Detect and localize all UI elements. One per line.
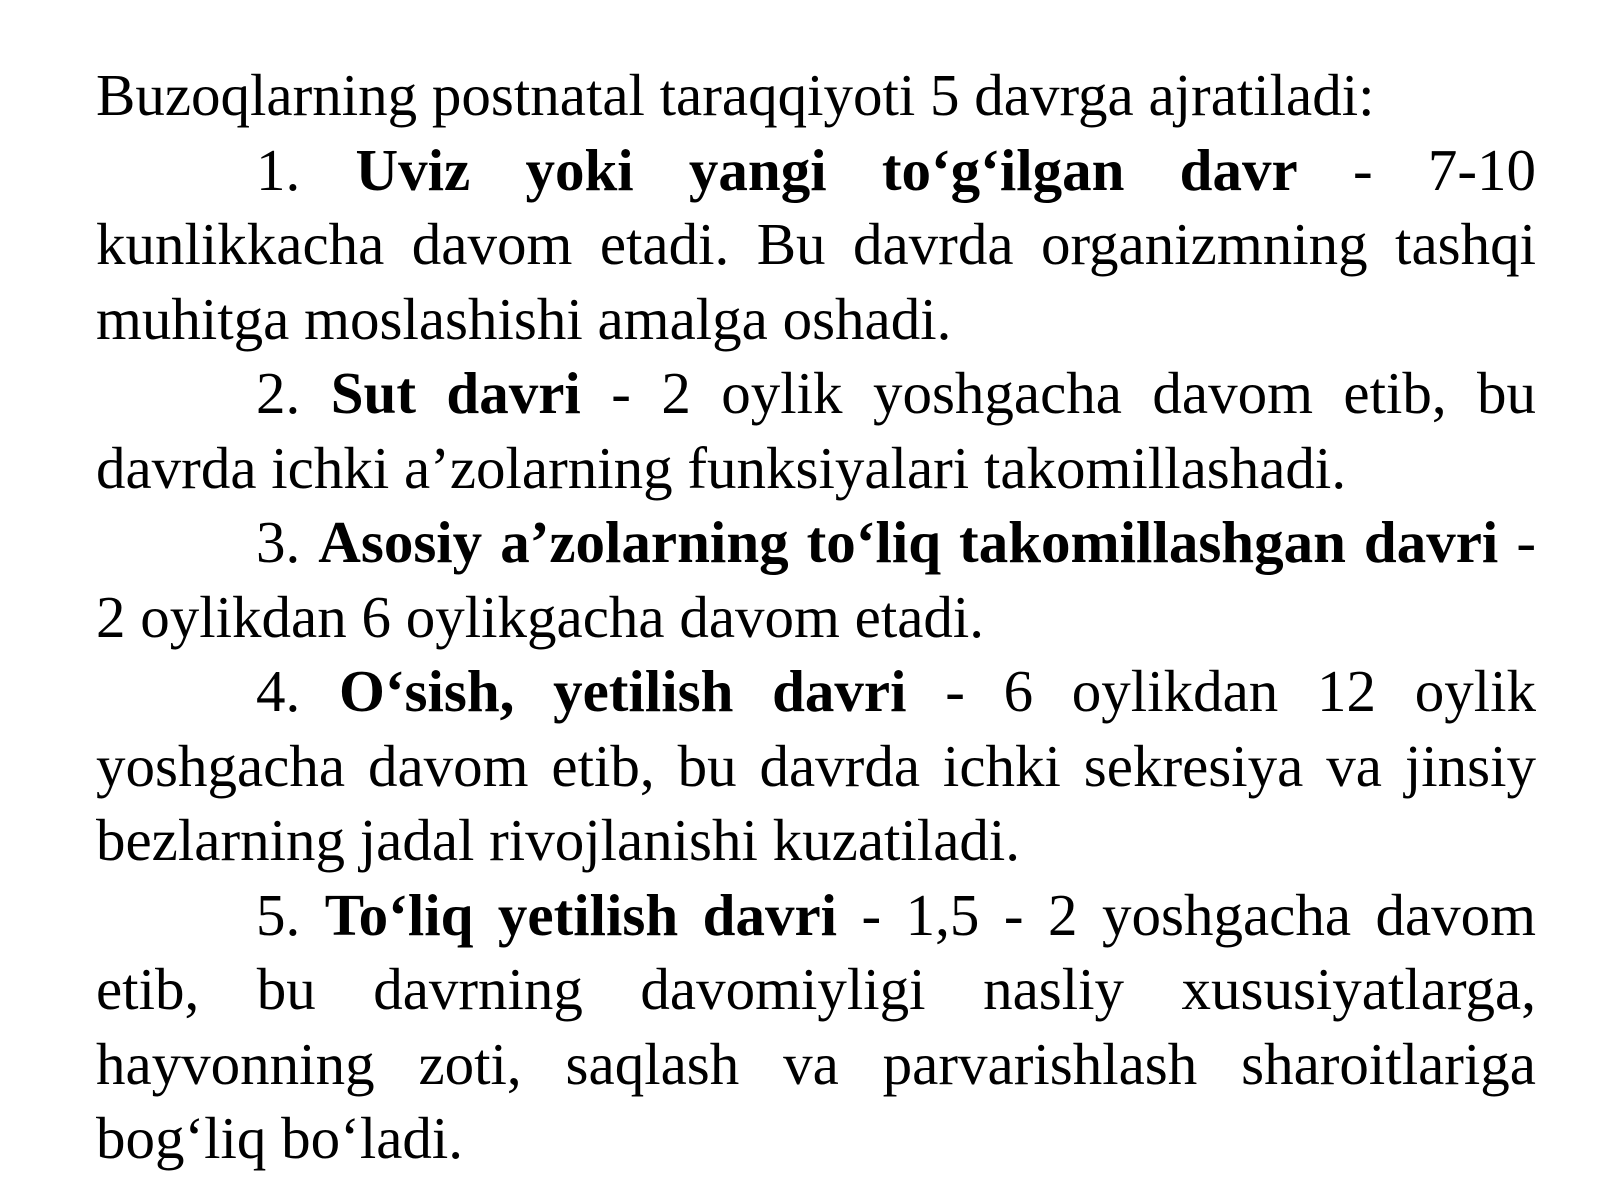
item-text: 2 oylik yoshgacha davom etib, bu davrda ichki a’zolarning funksiyalari takomillashadi. — [96, 360, 1537, 501]
list-item-2 — [96, 356, 1536, 505]
intro-paragraph: Buzoqlarning postnatal taraqqiyoti 5 davrga ajratiladi: — [96, 62, 1375, 128]
item-separator: - — [861, 881, 882, 948]
list-item-4 — [96, 654, 1536, 878]
item-text: 7-10 kunlikkacha davom etadi. Bu davrda organizmning tashqi muhitga moslashishi amalga oshadi. — [96, 136, 1537, 352]
item-separator: - — [611, 360, 631, 426]
item-number: 1. — [256, 136, 301, 203]
item-text: 6 oylikdan 12 oylik yoshgacha davom etib, bu davrda ichki sekresiya va jinsiy bezlarning jadal rivojlanishi kuzatiladi. — [96, 658, 1536, 873]
item-term: Asosiy a’zolarning to‘liq takomillashgan davri — [318, 509, 1499, 575]
item-separator: - — [1516, 509, 1536, 575]
item-term: Uviz yoki yangi to‘g‘ilgan davr — [355, 136, 1298, 203]
item-separator: - — [945, 658, 965, 724]
list-item-1 — [96, 133, 1536, 357]
item-text: 1,5 - 2 yoshgacha davom etib, bu davrning davomiyligi nasliy xususiyatlarga, hayvonning zoti, saqlash va parvarishlash sharoitlariga bog‘liq bo‘ladi. — [96, 881, 1537, 1171]
item-term: O‘sish, yetilish davri — [338, 658, 907, 724]
item-number: 4. — [256, 658, 301, 724]
item-number: 2. — [256, 360, 301, 426]
item-term: Sut davri — [330, 360, 581, 426]
item-term: To‘liq yetilish davri — [324, 881, 838, 948]
list-item-3 — [96, 505, 1536, 654]
item-number: 5. — [256, 881, 301, 948]
list-item-5 — [96, 878, 1536, 1176]
item-number: 3. — [256, 509, 301, 575]
item-separator: - — [1352, 136, 1373, 203]
document-page — [96, 58, 1536, 1176]
item-text: 2 oylikdan 6 oylikgacha davom etadi. — [96, 583, 985, 650]
